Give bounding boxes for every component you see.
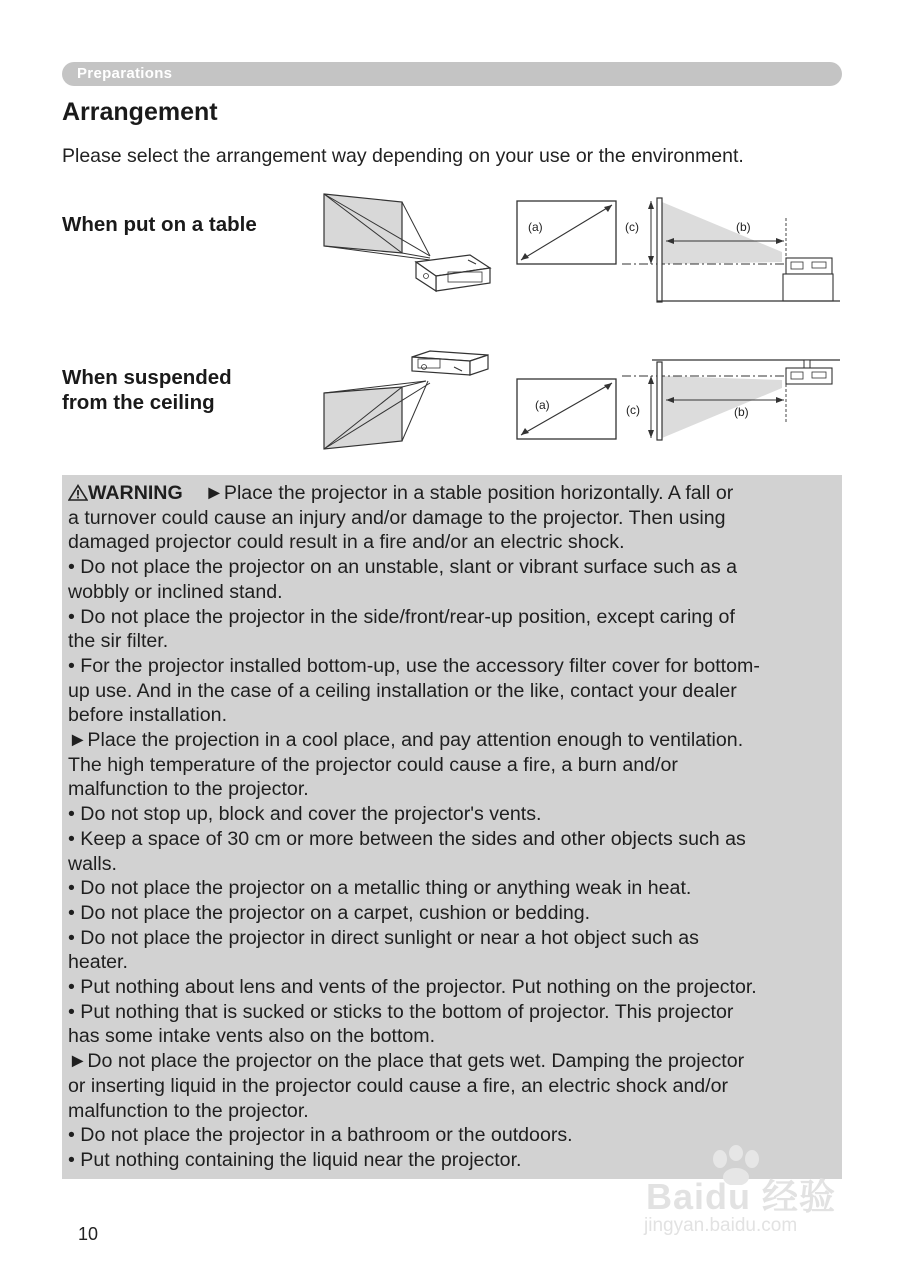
ceiling-case-label-line1: When suspended — [62, 366, 232, 389]
warning-line: the sir filter. — [68, 630, 169, 653]
warning-line: The high temperature of the projector could cause a fire, a burn and/or — [68, 753, 678, 776]
warning-triangle-icon — [68, 484, 88, 501]
table-diagram-label-c: (c) — [625, 220, 639, 234]
warning-line: malfunction to the projector. — [68, 778, 309, 801]
warning-line: before installation. — [68, 704, 228, 727]
ceiling-case-label-line2: from the ceiling — [62, 391, 215, 414]
ceiling-case-label — [62, 365, 232, 415]
warning-line: malfunction to the projector. — [68, 1099, 309, 1122]
baidu-watermark — [640, 1145, 850, 1245]
watermark-url: jingyan.baidu.com — [644, 1215, 798, 1236]
warning-line: ►Place the projection in a cool place, and pay attention enough to ventilation. — [68, 729, 744, 752]
section-header-bar — [62, 62, 842, 86]
warning-line: has some intake vents also on the bottom. — [68, 1025, 436, 1048]
warning-line: • Do not place the projector on a metallic thing or anything weak in heat. — [68, 877, 692, 900]
warning-line: a turnover could cause an injury and/or damage to the projector. Then using — [68, 506, 726, 529]
table-diagram-label-b: (b) — [736, 220, 751, 234]
ceiling-diagram-label-a: (a) — [535, 398, 550, 412]
warning-text — [68, 481, 840, 1173]
warning-line: • Do not place the projector in a bathroom or the outdoors. — [68, 1124, 573, 1147]
table-projector-illustration — [318, 188, 498, 298]
warning-line: damaged projector could result in a fire and/or an electric shock. — [68, 531, 625, 554]
table-case-label-text: When put on a table — [62, 213, 257, 236]
warning-line: • Do not place the projector in direct sunlight or near a hot object such as — [68, 926, 699, 949]
table-side-diagram — [512, 188, 842, 308]
warning-line: • Do not place the projector in the side/front/rear-up position, except caring of — [68, 605, 735, 628]
ceiling-projector-illustration — [318, 345, 498, 455]
table-diagram-label-a: (a) — [528, 220, 543, 234]
ceiling-diagram-label-c: (c) — [626, 403, 640, 417]
page-title: Arrangement — [62, 98, 218, 126]
warning-line: wobbly or inclined stand. — [68, 580, 283, 603]
warning-line: • Do not place the projector on a carpet, cushion or bedding. — [68, 901, 591, 924]
table-case-label — [62, 212, 257, 237]
intro-text: Please select the arrangement way depending on your use or the environment. — [62, 145, 744, 167]
warning-line: • Keep a space of 30 cm or more between the sides and other objects such as — [68, 827, 746, 850]
warning-first-line — [68, 481, 840, 506]
warning-line: • Do not stop up, block and cover the projector's vents. — [68, 803, 542, 826]
warning-line: ►Place the projector in a stable position horizontally. A fall or — [204, 482, 734, 504]
warning-line: or inserting liquid in the projector could cause a fire, an electric shock and/or — [68, 1074, 729, 1097]
warning-line: • For the projector installed bottom-up, use the accessory filter cover for bottom- — [68, 654, 760, 677]
ceiling-side-diagram — [512, 352, 842, 447]
warning-line: • Put nothing about lens and vents of the projector. Put nothing on the projector. — [68, 976, 757, 999]
warning-line: ►Do not place the projector on the place that gets wet. Damping the projector — [68, 1050, 745, 1073]
warning-line: • Put nothing that is sucked or sticks to the bottom of projector. This projector — [68, 1000, 734, 1023]
warning-line: walls. — [68, 852, 117, 875]
warning-box — [62, 475, 842, 1179]
warning-line: • Put nothing containing the liquid near the projector. — [68, 1148, 522, 1171]
warning-line: up use. And in the case of a ceiling installation or the like, contact your dealer — [68, 679, 737, 702]
ceiling-diagram-label-b: (b) — [734, 405, 749, 419]
watermark-brand: Baidu 经验 — [646, 1176, 837, 1217]
warning-line: heater. — [68, 951, 128, 974]
warning-line: • Do not place the projector on an unstable, slant or vibrant surface such as a — [68, 556, 738, 579]
warning-label: WARNING — [88, 482, 183, 504]
section-label: Preparations — [77, 65, 173, 82]
page-number: 10 — [78, 1224, 99, 1244]
